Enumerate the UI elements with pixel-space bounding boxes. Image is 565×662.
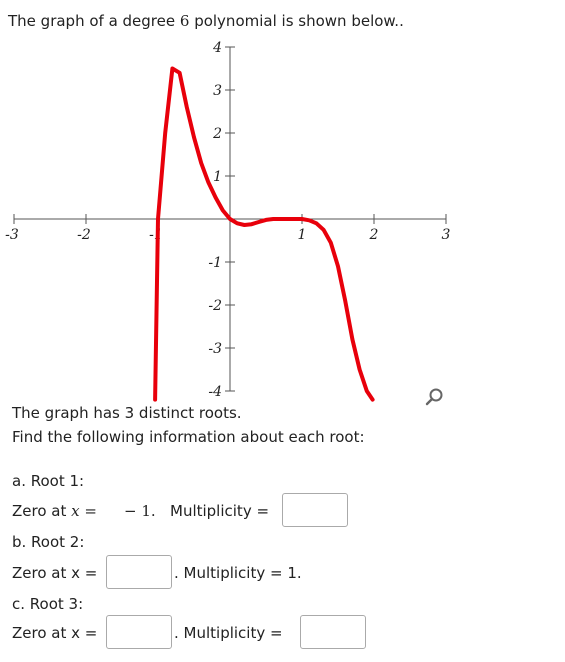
x-tick-label: -1	[149, 227, 163, 243]
intro-text-before: The graph of a degree	[8, 12, 180, 30]
root-3-heading: c. Root 3:	[12, 595, 84, 613]
root-3-multiplicity-input[interactable]	[300, 615, 366, 649]
x-tick-label: 3	[441, 227, 451, 243]
y-tick-label: -4	[208, 384, 222, 400]
x-tick-label: -2	[77, 227, 91, 243]
y-tick-label: -1	[208, 255, 222, 271]
root-2-zero-label: Zero at x =	[12, 564, 98, 582]
y-tick-label: 2	[213, 126, 222, 142]
summary-line-2: Find the following information about each root:	[12, 428, 365, 446]
degree-value: 6	[179, 12, 190, 30]
x-tick-label: 2	[369, 227, 379, 243]
root-3-zero-input[interactable]	[106, 615, 172, 649]
root-1-multiplicity-label: Multiplicity =	[170, 502, 270, 520]
summary-line-1: The graph has 3 distinct roots.	[12, 404, 242, 422]
polynomial-graph	[0, 28, 460, 408]
root-1-multiplicity-input[interactable]	[282, 493, 348, 527]
root-2-multiplicity-text: . Multiplicity = 1.	[174, 564, 302, 582]
polynomial-curve	[155, 69, 373, 400]
root-1-zero-prefix: Zero at	[12, 502, 72, 520]
y-tick-label: 1	[213, 169, 222, 185]
y-tick-label: 4	[213, 40, 222, 56]
root-1-equals: =	[79, 502, 97, 520]
y-tick-label: 3	[213, 83, 222, 99]
x-tick-label: 1	[297, 227, 307, 243]
root-3-zero-label: Zero at x =	[12, 624, 98, 642]
y-tick-label: -3	[208, 341, 222, 357]
tick-labels	[5, 40, 450, 400]
root-2-heading: b. Root 2:	[12, 533, 85, 551]
y-tick-label: -2	[208, 298, 222, 314]
root-1-zero-variable: x	[71, 502, 80, 520]
curve-line	[155, 69, 373, 400]
root-1-zero-value: − 1.	[124, 502, 156, 520]
intro-text-after: polynomial is shown below..	[189, 12, 404, 30]
root-3-multiplicity-label: . Multiplicity =	[174, 624, 283, 642]
root-2-zero-input[interactable]	[106, 555, 172, 589]
root-1-heading: a. Root 1:	[12, 472, 85, 490]
x-tick-label: -3	[5, 227, 19, 243]
root-1-zero-line	[12, 502, 97, 520]
magnify-icon[interactable]	[424, 386, 446, 408]
